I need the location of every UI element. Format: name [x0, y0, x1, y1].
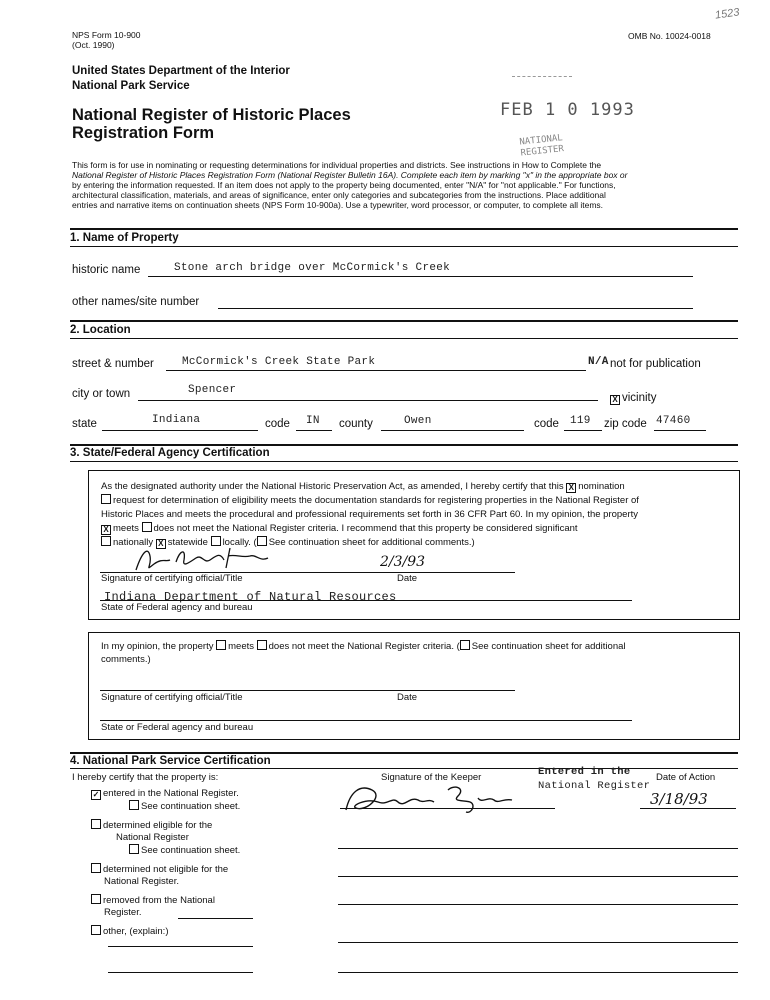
state-code-value[interactable]: IN — [306, 415, 320, 427]
corner-mark: 1523 — [714, 6, 741, 22]
action-date-label: Date of Action — [656, 772, 716, 783]
vicinity-label: vicinity — [622, 392, 657, 404]
eligible-checkbox[interactable] — [91, 819, 101, 829]
historic-name-label: historic name — [72, 264, 141, 276]
keeper-label: Signature of the Keeper — [381, 772, 482, 783]
entered-continuation-checkbox[interactable] — [129, 800, 139, 810]
entered-checkbox[interactable]: ✓ — [92, 790, 100, 799]
section3-heading: 3. State/Federal Agency Certification — [70, 447, 270, 459]
date-label: Date — [397, 573, 418, 584]
city-label: city or town — [72, 388, 131, 400]
nomination-checkbox[interactable]: X — [566, 483, 576, 493]
eligible-continuation-checkbox[interactable] — [129, 844, 139, 854]
not-eligible-checkbox[interactable] — [91, 863, 101, 873]
street-label: street & number — [72, 358, 154, 370]
state-code-label: code — [265, 418, 290, 430]
vicinity-checkbox[interactable]: X — [610, 395, 620, 405]
omb-number: OMB No. 10024-0018 — [628, 31, 711, 41]
stamp-mark — [512, 76, 572, 77]
statewide-checkbox[interactable]: X — [156, 539, 166, 549]
historic-name-value[interactable]: Stone arch bridge over McCormick's Creek — [174, 262, 451, 274]
certification-text: As the designated authority under the National Historic Preservation Act, as amended, I hereby certify that this X nomination request for determination of eligibility meets the documentation standards for registering properties in the National Register of Historic Places and meets the procedural and professional requirements set forth in 36 CFR Part 60. In my opinion, the property X meets does not meet the National Register criteria. I recommend that this property be considered significant nationally X statewide locally. ( See continuation sheet for additional comments.) — [101, 481, 639, 548]
does-not-meet-checkbox[interactable] — [142, 522, 152, 532]
department: United States Department of the Interior — [72, 65, 290, 77]
section1-rule-bottom — [70, 246, 738, 247]
register-stamp: NATIONAL REGISTER — [519, 133, 565, 159]
form-title-line2: Registration Form — [72, 124, 215, 142]
section2-heading: 2. Location — [70, 324, 131, 336]
opinion-meets-checkbox[interactable] — [216, 640, 226, 650]
opinion-continuation-checkbox[interactable] — [460, 640, 470, 650]
other-names-label: other names/site number — [72, 296, 200, 308]
removed-checkbox[interactable] — [91, 894, 101, 904]
entered-stamp-line2: National Register — [538, 780, 651, 792]
form-date: (Oct. 1990) — [72, 40, 115, 50]
section4-heading: 4. National Park Service Certification — [70, 755, 271, 767]
county-label: county — [339, 418, 373, 430]
agency: National Park Service — [72, 80, 190, 92]
section2-rule — [70, 320, 738, 322]
eligibility-request-checkbox[interactable] — [101, 494, 111, 504]
nationally-checkbox[interactable] — [101, 536, 111, 546]
opinion-agency-label: State or Federal agency and bureau — [101, 722, 254, 733]
section2-rule-bottom — [70, 338, 738, 339]
form-number: NPS Form 10-900 — [72, 30, 141, 40]
state-label: state — [72, 418, 97, 430]
opinion-date-label: Date — [397, 692, 418, 703]
received-date-stamp: FEB 1 0 1993 — [500, 100, 635, 120]
opinion-text: In my opinion, the property meets does not meet the National Register criteria. ( See continuation sheet for additional comments.) — [101, 641, 626, 665]
nps-intro: I hereby certify that the property is: — [72, 772, 219, 783]
state-value[interactable]: Indiana — [152, 414, 201, 426]
not-for-publication-label: not for publication — [610, 358, 701, 370]
keeper-signature — [336, 780, 546, 818]
opinion-does-not-meet-checkbox[interactable] — [257, 640, 267, 650]
action-date-value: 3/18/93 — [650, 790, 708, 808]
state-signature-date: 2/3/93 — [380, 554, 426, 570]
instructions: This form is for use in nominating or requesting determinations for individual properties and districts. See instructions in How to Complete the National Register of Historic Places Registration Form (National Register Bulletin 16A). Complete each item by marking "x" in the appropriate box or by entering the information requested. If an item does not apply to the property being documented, enter "N/A" for "not applicable." For functions, architectural classification, materials, and areas of significance, enter only categories and subcategories from the instructions. Place additional entries and narrative items on continuation sheets (NPS Form 10-900a). Use a typewriter, word processor, or computer, to complete all items. — [72, 160, 628, 210]
zip-label: zip code — [604, 418, 647, 430]
section1-heading: 1. Name of Property — [70, 232, 179, 244]
not-for-publication-mark: N/A — [588, 356, 609, 368]
nps-options: ✓ entered in the National Register. See continuation sheet. determined eligible for the National Register See continuation sheet. determined not eligible for the National Register. removed from the National Register. other, (explain:) — [92, 788, 241, 937]
section4-rule — [70, 752, 738, 754]
state-official-signature — [130, 542, 280, 576]
county-code-value[interactable]: 119 — [570, 415, 591, 427]
street-value[interactable]: McCormick's Creek State Park — [182, 356, 376, 368]
zip-value[interactable]: 47460 — [656, 415, 691, 427]
section3-rule-bottom — [70, 461, 738, 462]
county-code-label: code — [534, 418, 559, 430]
county-value[interactable]: Owen — [404, 415, 432, 427]
other-checkbox[interactable] — [91, 925, 101, 935]
section4-rule-bottom — [70, 768, 738, 769]
entered-stamp-line1: Entered in the — [538, 766, 631, 778]
agency-label: State of Federal agency and bureau — [101, 602, 253, 613]
form-title-line1: National Register of Historic Places — [72, 106, 351, 124]
city-value[interactable]: Spencer — [188, 384, 237, 396]
section1-rule — [70, 228, 738, 230]
meets-checkbox[interactable]: X — [101, 525, 111, 535]
section3-rule — [70, 444, 738, 446]
opinion-signature-label: Signature of certifying official/Title — [101, 692, 243, 703]
signature-label: Signature of certifying official/Title — [101, 573, 243, 584]
agency-value[interactable]: Indiana Department of Natural Resources — [104, 590, 397, 604]
